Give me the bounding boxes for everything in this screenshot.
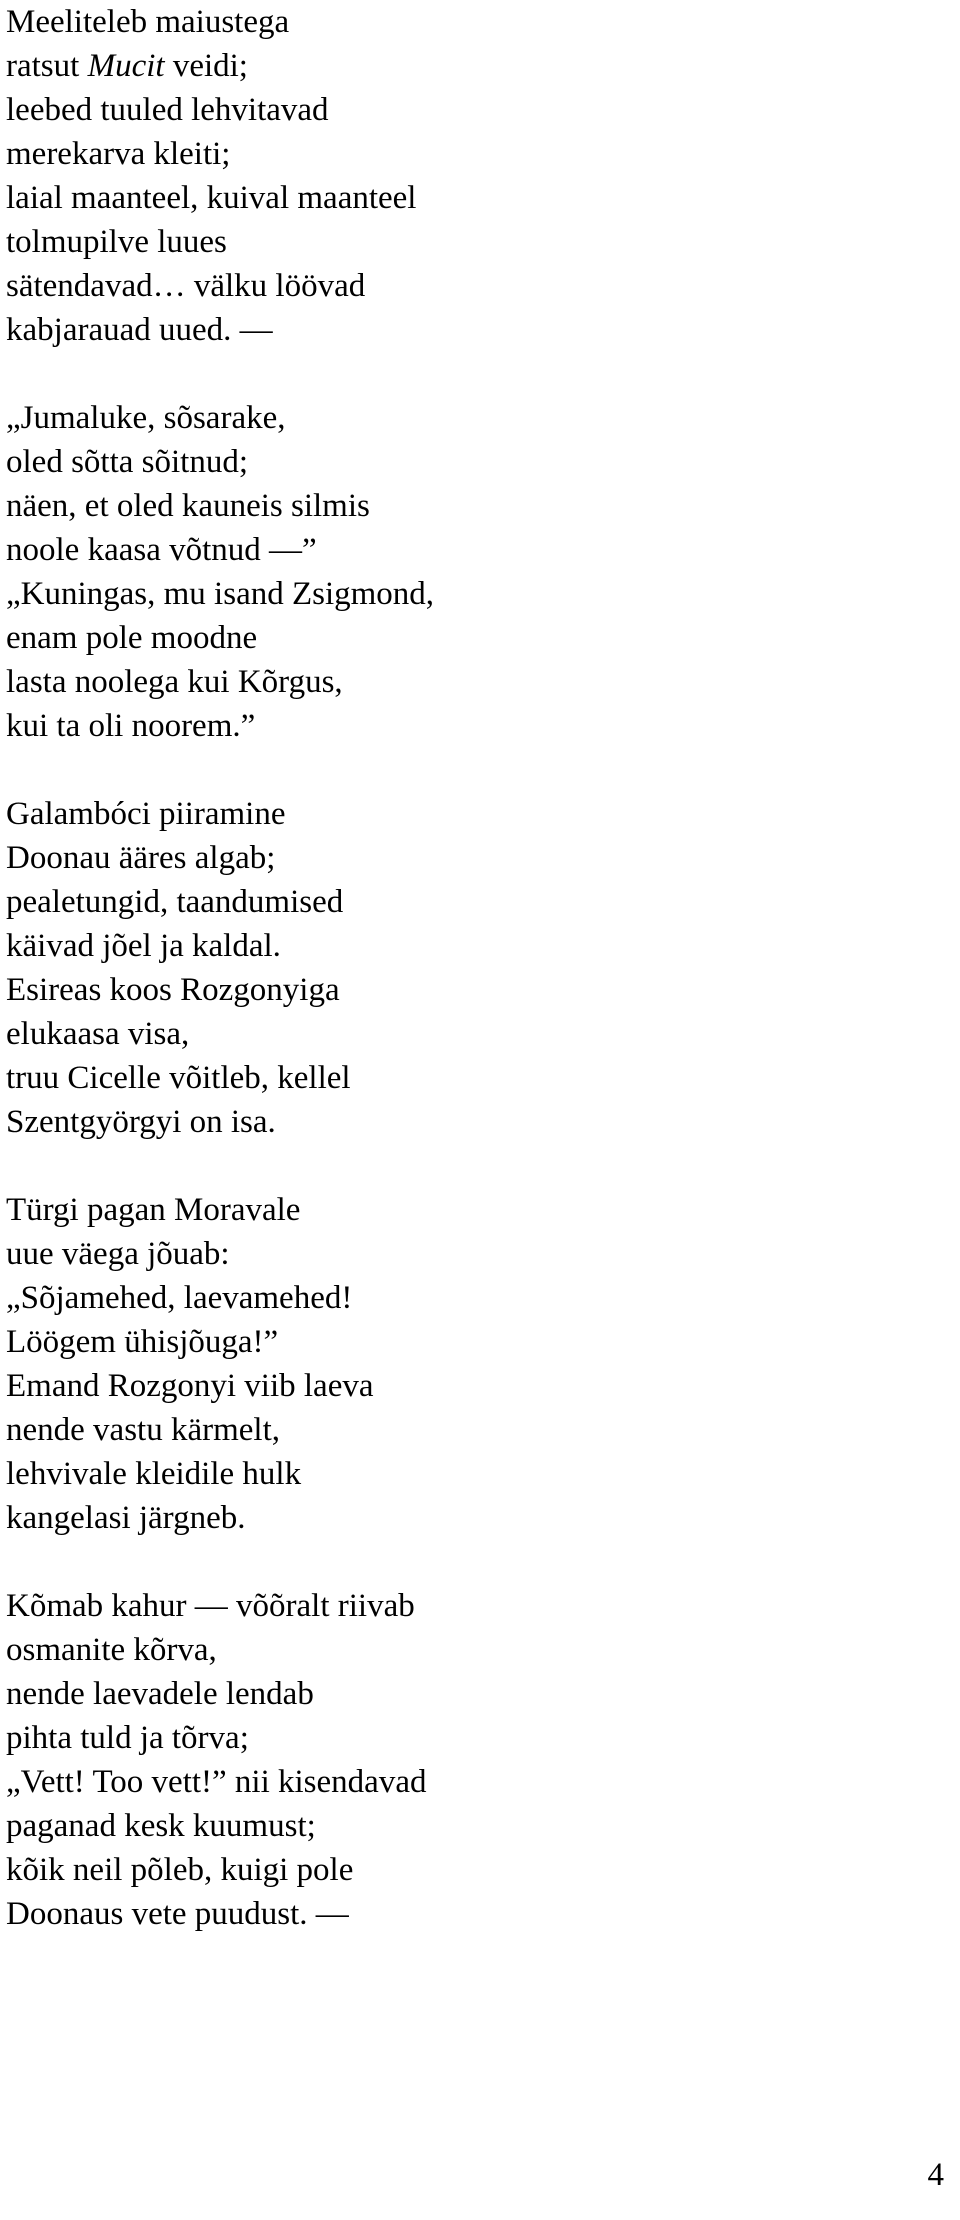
poem-line: leebed tuuled lehvitavad xyxy=(6,92,329,128)
poem-line: „Sõjamehed, laevamehed! xyxy=(6,1280,353,1316)
poem-line: näen, et oled kauneis silmis xyxy=(6,488,370,524)
poem-line: tolmupilve luues xyxy=(6,224,227,260)
poem-line: noole kaasa võtnud —” xyxy=(6,532,317,568)
poem-line: käivad jõel ja kaldal. xyxy=(6,928,281,964)
poem-line: uue väega jõuab: xyxy=(6,1236,230,1272)
poem-line: Meeliteleb maiustega xyxy=(6,4,290,40)
poem-line: kangelasi järgneb. xyxy=(6,1500,246,1536)
stanza-4 xyxy=(6,1188,946,1540)
poem-line: nende vastu kärmelt, xyxy=(6,1412,280,1448)
poem-line: elukaasa visa, xyxy=(6,1016,190,1052)
stanza-3 xyxy=(6,792,946,1144)
poem-line: Emand Rozgonyi viib laeva xyxy=(6,1368,374,1404)
poem xyxy=(6,0,946,1936)
poem-line: „Vett! Too vett!” nii kisendavad xyxy=(6,1764,427,1800)
stanza-gap xyxy=(6,352,946,396)
poem-line: Türgi pagan Moravale xyxy=(6,1192,301,1228)
stanza-gap xyxy=(6,1540,946,1584)
stanza-gap xyxy=(6,748,946,792)
horse-name: Mucit xyxy=(87,48,165,84)
poem-line: truu Cicelle võitleb, kellel xyxy=(6,1060,351,1096)
poem-line: Doonaus vete puudust. — xyxy=(6,1896,349,1932)
poem-line: sätendavad… välku löövad xyxy=(6,268,366,304)
stanza-2 xyxy=(6,396,946,748)
poem-line: pihta tuld ja tõrva; xyxy=(6,1720,249,1756)
poem-line: pealetungid, taandumised xyxy=(6,884,344,920)
poem-line: paganad kesk kuumust; xyxy=(6,1808,316,1844)
poem-line: „Jumaluke, sõsarake, xyxy=(6,400,286,436)
poem-line: lasta noolega kui Kõrgus, xyxy=(6,664,343,700)
stanza-5 xyxy=(6,1584,946,1936)
poem-line: Esireas koos Rozgonyiga xyxy=(6,972,340,1008)
poem-line: osmanite kõrva, xyxy=(6,1632,217,1668)
poem-line: lehvivale kleidile hulk xyxy=(6,1456,302,1492)
poem-line: nende laevadele lendab xyxy=(6,1676,314,1712)
poem-line: kui ta oli noorem.” xyxy=(6,708,256,744)
page-number: 4 xyxy=(927,2157,944,2193)
poem-line: ratsut Mucit veidi; xyxy=(6,48,248,84)
poem-line: Kõmab kahur — võõralt riivab xyxy=(6,1588,415,1624)
poem-line: „Kuningas, mu isand Zsigmond, xyxy=(6,576,435,612)
poem-line: Szentgyörgyi on isa. xyxy=(6,1104,276,1140)
poem-line: Galambóci piiramine xyxy=(6,796,286,832)
poem-line: laial maanteel, kuival maanteel xyxy=(6,180,417,216)
stanza-gap xyxy=(6,1144,946,1188)
poem-line: merekarva kleiti; xyxy=(6,136,231,172)
poem-line: Doonau ääres algab; xyxy=(6,840,276,876)
stanza-1 xyxy=(6,0,946,352)
poem-line: kabjarauad uued. — xyxy=(6,312,273,348)
poem-line: kõik neil põleb, kuigi pole xyxy=(6,1852,354,1888)
poem-line: Löögem ühisjõuga!” xyxy=(6,1324,279,1360)
poem-line: oled sõtta sõitnud; xyxy=(6,444,248,480)
poem-line: enam pole moodne xyxy=(6,620,258,656)
